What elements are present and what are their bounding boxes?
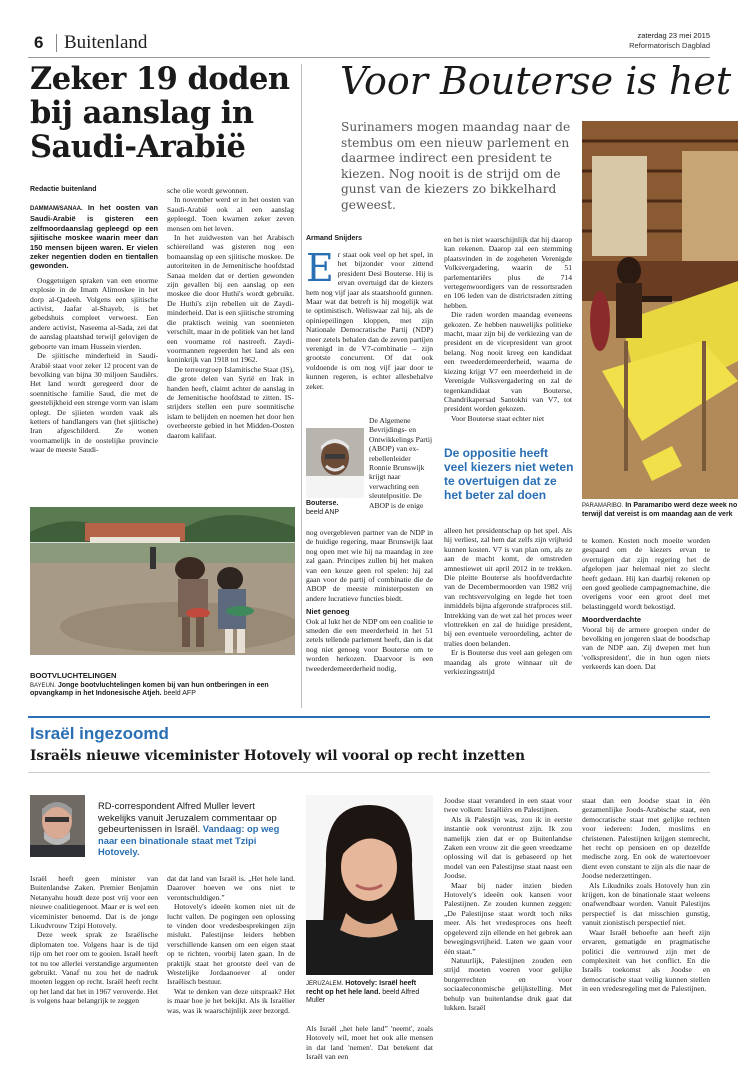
paramaribo-photo	[582, 121, 738, 499]
bouterse-caption	[306, 500, 364, 517]
paragraph: en het is niet waarschijnlijk dat hij daarop kan rekenen. Daarop zal een stemming plaatsvinden in de zogeheten Verenigde Volksvergadering, waarin de 51 parlementariërs plus de 714 vertegenwoordigers van de ressortsraden en 106 leden van de districtsraden zitting hebben.	[444, 235, 572, 310]
photo-place: JERUZALEM.	[306, 981, 344, 987]
paragraph: Voor Bouterse staat echter niet	[451, 413, 545, 423]
paragraph: Als ik Palestijn was, zou ik in eerste instantie ook verontrust zijn. Ik zou namelijk zien dat er op Buitenlandse Zaken een vrouw zit die geen vreedzame oplossing wil dat is gebaseerd op het model van een Palestijnse staat naast een Joodse.	[444, 814, 572, 881]
paragraph: Vooral bij de armere groepen onder de bevolking en jongeren slaat de boodschap van de NDP aan. Zij dwepen met hun 'volkspresident', die in hun ogen niets verkeerds kan doen. Dat	[582, 624, 710, 672]
israel-kicker: Israël ingezoomd	[30, 724, 169, 743]
paragraph: Als Likudniks zoals Hotovely hun zin krijgen, kon de binationale staat weleens onafwendbaar worden. Vanuit Palestijns perspectief is dat misschien gunstig, vanuit zionistisch perspectief niet.	[582, 880, 710, 928]
paragraph: dat dat land van Israël is. „Het hele land. Daarover hoeven we ons niet te verontschuldigen.”	[167, 874, 295, 902]
paramaribo-image	[582, 121, 738, 499]
article-suriname-col1	[306, 246, 433, 391]
article-suriname-intro: Surinamers mogen maandag naar de stembus om een nieuw parlement en daarmee indirect een president te kiezen. Nog nooit is de strijd om de gunst van de kiezers zo bikkelhard geweest.	[341, 120, 571, 212]
paragraph: Ooggetuigen spraken van een enorme explosie in de Imam Alimoskee in het dorp al-Qadeeh. Volgens een sjiitische activist, Jaafar al-Shayeb, is het gebedshuis compleet verwoest. Een andere activist, Naseema al-Sada, zei dat de aanslag plaatshad terwijl gelovigen de geboorte van imam Hussein vierden.	[30, 275, 158, 351]
section-title: Buitenland	[64, 32, 148, 53]
page-number: 6	[34, 33, 44, 52]
paragraph: In het zuidwesten van het Arabisch schiereiland was gisteren nog een bomaanslag op een sjiitische moskee. De autoriteiten in de Jemenitische hoofdstad Sanaa melden dat er dertien gewonden zijn gevallen bij een aanslag op een moskee die door Huthi's wordt gebruikt. De Huthi's zijn rebellen uit de Zaydi-minderheid. Dat is een sjiitische stroming die praktisch weinig van soennieten verschilt, maar in de politiek van het land een voorname rol nastreeft. Zaydi-voormannen regeerden het land als een koninkrijk van 1918 tot 1962.	[167, 233, 294, 365]
pullquote: De oppositie heeft veel kiezers niet weten te overtuigen dat ze het beter zal doen	[444, 446, 574, 502]
paragraph: nog overgebleven partner van de NDP in de huidige regering, maar Brunswijk laat nog open met wie hij na maandag in zee zal gaan. Principes zullen bij het maken van een keuze geen rol spelen: hij zal gaan voor de partij of combinatie die de ABOP de meeste ministerposten en andere lucratieve functies biedt.	[306, 528, 433, 603]
refugee-camp-image	[30, 507, 295, 655]
bouterse-portrait	[306, 428, 364, 498]
refugee-photo-title: BOOTVLUCHTELINGEN	[30, 671, 117, 680]
paragraph: Maar bij nader inzien bieden Hotovely's ideeën ook kansen voor Palestijnen. Ze zouden kunnen zeggen: „De Palestijnse staat wordt toch niks meer. Als het vredesproces ons heeft opgeleverd zijn ellende en het gebrek aan bewegingsvrijheid. Laten we gaan voor één staat.”	[444, 880, 572, 956]
paragraph: De terreurgroep Islamitische Staat (IS), die grote delen van Syrië en Irak in handen heeft, claimt achter de aanslag in de Jemenitische hoofdstad te zitten. IS-strijders stellen een pure soennitische islam te belijden en noemen het door hen overheerste gebied in het Midden-Oosten daarom kalifaat.	[167, 364, 294, 440]
israel-col2	[167, 874, 295, 1015]
article-saudi-col2	[167, 186, 294, 440]
hotovely-caption	[306, 980, 433, 1006]
article-saudi-col1	[30, 203, 158, 455]
paragraph: Wat te denken van deze uitspraak? Het is maar hoe je het bekijkt. Als ik Israëlier was, was ik waarschijnlijk zeer bezorgd.	[167, 986, 295, 1015]
paragraph: Natuurlijk, Palestijnen zouden een strijd moeten voeren voor gelijke burgerrechten en voor sociaaleconomische gelijkstelling. Met behulp van buitenlandse druk gaat dat lukken. Israël	[444, 955, 572, 1012]
page-header	[28, 30, 710, 56]
article-saudi-byline: Redactie buitenland	[30, 186, 97, 193]
paragraph: alleen het presidentschap op het spel. Als hij verliest, zal hem dat zelfs zijn vrijheid kunnen kosten. V7 is van plan om, als ze aan de macht komt, de omstreden amnestiewet uit april 2012 in te trekken. Die pleitte Bouterse als hoofdverdachte van de Decembermoorden van 1982 vrij van rechtsvervolging en legde het toen inmiddels bijna afgeronde strafproces stil. Intrekking van de wet zal het proces weer vlottrekken en zal de huidige president, bij een eventuele veroordeling, achter de tralies doen belanden.	[444, 526, 572, 648]
paragraph: Er is Bouterse dus veel aan gelegen om maandag als grote winnaar uit de verkiezingsstrijd	[444, 648, 572, 677]
article-suriname-col2b	[444, 526, 572, 677]
israel-col4	[444, 796, 572, 1012]
article-suriname-headline: Voor Bouterse is het	[340, 59, 732, 103]
alfred-muller-image	[30, 795, 85, 857]
israel-headline: Israëls nieuwe viceminister Hotovely wil vooral op recht inzetten	[30, 748, 525, 764]
article-suriname-col3	[582, 536, 710, 672]
paragraph: In november werd er in het oosten van Saudi-Arabië ook al een aanslag gepleegd. Toen kwamen zeker zeven mensen om het leven.	[167, 195, 294, 233]
photo-caption-text: Hotovely: Israël heeft recht op het hele land.	[306, 980, 417, 996]
israel-rule	[28, 772, 710, 773]
section-rule	[28, 716, 710, 718]
intro-bold: Vandaag: op weg naar een binationale staat met Tzipi Hotovely.	[98, 823, 280, 858]
israel-intro	[98, 800, 288, 858]
paragraph: Ook al lukt het de NDP om een coalitie te smeden die een meerderheid in het 51 zetels tellende parlement heeft, dan is dat nog niet genoeg voor Bouterse om te worden herkozen. Daarvoor is een tweederdemeerderheid nodig,	[306, 616, 433, 673]
paragraph: te komen. Kosten noch moeite worden gespaard om de kiezers ervan te overtuigen dat zijn regering het de afgelopen jaar helemaal niet zo slecht heeft gedaan. Hij kan daarbij rekenen op een goed geoliede campagnemachine, die overigens voor een groot deel met belastinggeld wordt bekostigd.	[582, 536, 710, 611]
refugee-camp-photo	[30, 507, 295, 655]
israel-col3: Als Israël „het hele land” 'neemt', zoals Hotovely wil, moet het ook alle mensen in dat land 'nemen'. Dat betekent dat Israël van een	[306, 1024, 433, 1062]
bouterse-image	[306, 428, 364, 498]
paramaribo-caption	[582, 502, 738, 519]
photo-caption-text: In Paramaribo werd deze week no terwijl dat vereist is om maandag aan de verk	[582, 502, 738, 518]
hotovely-image	[306, 795, 433, 975]
portrait-credit: beeld ANP	[306, 508, 340, 516]
article-saudi-lead: DAMMAM/SANAA. In het oosten van Saudi-Arabië is gisteren een zelfmoordaanslag gepleegd op een sjiitische moskee waarin meer dan 150 mensen bijeen waren. Er vielen zeker negentien doden en tientallen gewonden.	[30, 203, 158, 271]
column-rule	[301, 64, 302, 708]
photo-credit: beeld AFP	[163, 690, 196, 698]
header-divider	[56, 34, 57, 52]
paragraph: r staat ook veel op het spel, in het bijzonder voor zittend president Desi Bouterse. Hij is ervan overtuigd dat de kiezers hem nog vijf jaar als staatshoofd gunnen. Maar wat dat betreft is hij mogelijk wat te optimistisch. Weliswaar zal hij, als de opiniepeilingen kloppen, met zijn Nationale Democratische Partij (NDP) meer zetels behalen dan de zeven partijen verenigd in de V7-combinatie – zijn grootste concurrent. Of dat ook voldoende is om nog vijf jaar door te kunnen regeren, is echter allesbehalve zeker.	[306, 250, 433, 391]
israel-col5	[582, 796, 710, 994]
columnist-photo	[30, 795, 85, 857]
paragraph: Hotovely's ideeën komen niet uit de lucht vallen. De pogingen een oplossing te vinden door vredesbesprekingen zijn mislukt. Palestijnse leiders hebben verschillende kansen om een eigen staat op te richten, voorbij laten gaan. In de praktijk staat het grootste deel van de Westelijke Jordaanoever al onder Israëlisch bestuur.	[167, 902, 295, 987]
article-suriname-col2	[444, 235, 572, 423]
article-saudi-headline: Zeker 19 doden bij aanslag in Saudi-Arabië	[30, 61, 290, 165]
intro-text: RD-correspondent Alfred Muller levert wekelijks vanuit Jeruzalem commentaar op gebeurtenissen in Israël.	[98, 800, 277, 835]
photo-place: BAYEUN.	[30, 682, 56, 689]
israel-col1	[30, 874, 158, 1006]
paragraph: Joodse staat veranderd in een staat voor twee volken: Israëliërs en Palestijnen.	[444, 796, 572, 815]
article-suriname-col1b: De Algemene Bevrijdings- en Ontwikkelings Partij (ABOP) van ex-rebellenleider Ronnie Brunswijk krijgt naar verwachting een sleutelpositie. De ABOP is de enige	[369, 416, 433, 510]
paragraph: Die raden worden maandag eveneens gekozen. Ze hebben nauwelijks politieke macht, maar zijn bij de verkiezing van de president en de vicepresident van groot belang. Nog nooit kreeg een kandidaat een tweederdemeerderheid, waarna de kiezing krijgt V7 een meerderheid in de Verenigde Volksvergadering en zal de tegenkandidaat van Bouterse, Chandrikapersad Santokhi van V7, tot president worden gekozen.	[444, 310, 572, 414]
refugee-photo-caption	[30, 672, 295, 699]
photo-caption-text: Jonge bootvluchtelingen komen bij van hun ontberingen in een opvangkamp in het Indonesische Atjeh.	[30, 681, 269, 698]
portrait-name: Bouterse.	[306, 500, 339, 507]
paragraph: sche olie wordt gewonnen.	[167, 186, 249, 195]
paragraph: Israël heeft geen minister van Buitenlandse Zaken. Premier Benjamin Netanyahu houdt deze post vrij voor een nieuwe coalitiegenoot. Maar er is wel een viceminister benoemd. Dat is de jonge Likudvrouw Tzipi Hotovely.	[30, 874, 158, 931]
paragraph: staat dan een Joodse staat in één gezamenlijke Joods-Arabische staat, een democratische staat met gelijke rechten voor iedereen: Joden, moslims en christenen. Palestijnen krijgen stemrecht, het recht op pensioen en op dezelfde medische zorg. En ook de watertoevoer dient even constant te zijn als die naar de Joodse nederzettingen.	[582, 796, 710, 881]
header-paper: Reformatorisch Dagblad	[629, 41, 710, 50]
paragraph: Deze week sprak ze Israëlische diplomaten toe. Volgens haar is de tijd rijp om het roer om te gooien. Israël heeft tot nu toe allerlei verstandige argumenten gebruikt. Vanaf nu zou het de nadruk moeten leggen op recht. Israël heeft recht op het land dat het in 1967 veroverde. Het is volgens haar belangrijk te zeggen	[30, 930, 158, 1006]
dropcap: E	[306, 246, 334, 290]
article-suriname-byline: Armand Snijders	[306, 235, 363, 242]
subhead-moordverdachte: Moordverdachte	[582, 615, 642, 625]
article-suriname-col1c	[306, 528, 433, 673]
photo-credit: beeld Alfred Muller	[306, 988, 420, 1005]
article-saudi-dateline: DAMMAM/SANAA.	[30, 206, 83, 212]
paragraph: De sjiitische minderheid in Saudi-Arabië staat voor zeker 12 procent van de bevolking van bijna 30 miljoen Saudiërs. Het land wordt geregeerd door de soennitische familie Saud, die met de geestelijkheid een strenge vorm van islam oplegt. De sjiieten worden vaak als ketters of handlangers van (het sjiitische) Iran afgeschilderd. Ze wonen voornamelijk in de oostelijke provincie waar de meeste Saudi-	[30, 351, 158, 455]
paragraph: Waar Israël behoefte aan heeft zijn ervaren, gematigde en pragmatische politici die vertrouwd zijn met de complexiteit van het conflict. En die Israëls toekomst als Joodse en democratische staat veilig kunnen stellen in een vredesregeling met de Palestijnen.	[582, 927, 710, 994]
hotovely-photo	[306, 795, 433, 975]
header-date: zaterdag 23 mei 2015	[637, 31, 710, 40]
photo-place: PARAMARIBO.	[582, 503, 624, 509]
subhead-niet-genoeg: Niet genoeg	[306, 607, 350, 617]
